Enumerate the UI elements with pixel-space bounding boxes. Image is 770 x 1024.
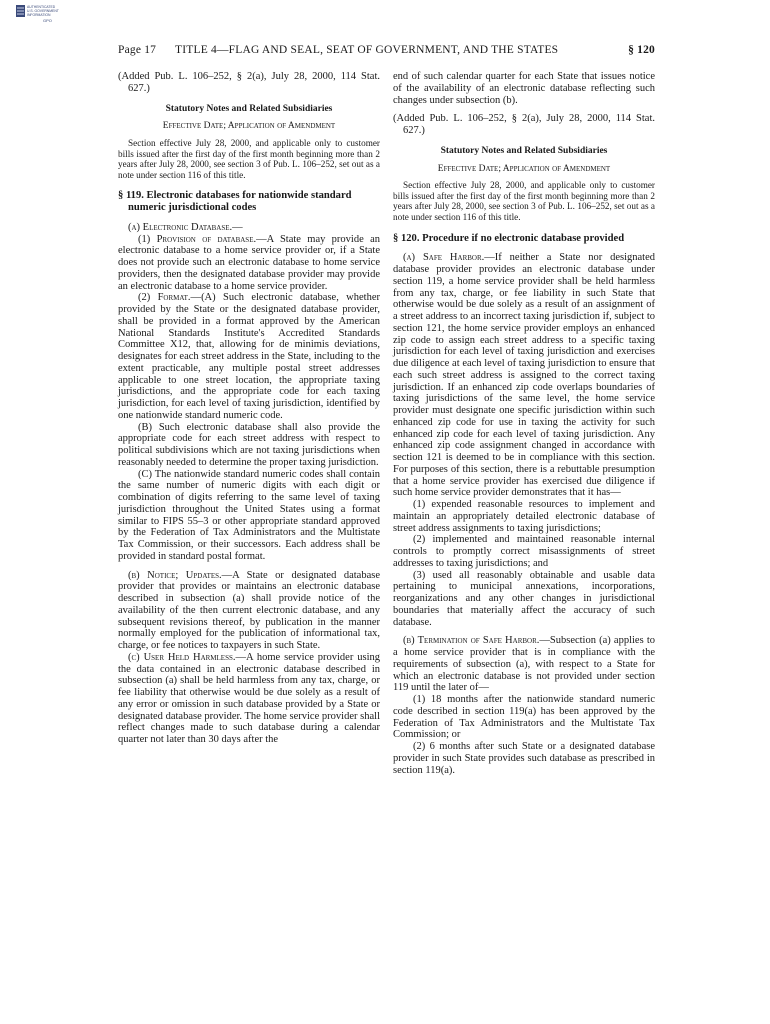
paragraph-2: (2) 6 months after such State or a designated database provider in such State provides such database as prescribed in section 119(a).: [393, 741, 655, 776]
paragraph-2b: (B) Such electronic database shall also provide the appropriate code for each street address with respect to political subdivisions which are not taxing jurisdictions when reasonably needed to determine the proper taxing jurisdiction.: [118, 421, 380, 468]
subsection-text: A home service provider using the data contained in an electronic database described in subsection (a) shall be held harmless from any tax, charge, or fee liability that otherwise would be due solely as a result of any error or omission in such database provided by a State or designated database provider. The home service provider shall reflect changes made to such database during a calendar quarter not later than 30 days after the: [118, 651, 380, 746]
eagle-seal-icon: [15, 3, 59, 33]
subsection-label: (a) Electronic Database.—: [128, 221, 243, 233]
paragraph-text: A State may provide an electronic database to a home service provider or, if a State does not provide such an electronic database to home service providers, then the designated database provider may provide an electronic database to a home service provider.: [118, 233, 381, 292]
notes-heading: Statutory Notes and Related Subsidiaries: [165, 103, 333, 114]
subsection-label: (b) Notice; Updates.—: [128, 569, 233, 581]
notes-heading: Statutory Notes and Related Subsidiaries: [440, 145, 608, 156]
section-number: § 120: [628, 44, 655, 56]
note-subheading: Effective Date; Application of Amendment: [437, 163, 611, 174]
subsection-b: [118, 570, 380, 652]
gpo-authenticated-logo: [15, 3, 59, 33]
subsection-label: (c) User Held Harmless.—: [128, 651, 246, 663]
paragraph-text: (A) Such electronic database, whether provided by the State or the designated database provider, shall be provided in a format approved by the American National Standards Institute's Accredited Standards Committee X12, that, allowing for de minimis deviations, designates for each street address in the State, including to the extent practicable, any multiple postal street addresses applicable to one street location, the appropriate taxing jurisdictions, and the appropriate code for each taxing jurisdiction, for each level of taxing jurisdiction, identified by one nationwide standard numeric code.: [118, 292, 380, 421]
note-text: Section effective July 28, 2000, and applicable only to customer bills issued after the first day of the first month beginning more than 2 years after July 28, 2000, see section 3 of Pub. L. 106–252, set out as a note under section 116 of this title.: [118, 138, 380, 180]
subsection-b: [393, 635, 655, 694]
page-number: Page 17: [118, 44, 157, 56]
subsection-a-heading: [118, 222, 380, 234]
section-120-heading: § 120. Procedure if no electronic database provided: [393, 232, 625, 244]
subsection-c: [118, 652, 380, 746]
paragraph-2: (2) implemented and maintained reasonable internal controls to promptly correct misassignments of street addresses to taxing jurisdictions; and: [393, 534, 655, 569]
paragraph-3: (3) used all reasonably obtainable and usable data pertaining to municipal annexations, incorporations, reorganizations and any other changes in jurisdictional boundaries that materially affect the accuracy of such database.: [393, 569, 655, 628]
note-subheading: Effective Date; Application of Amendment: [162, 121, 336, 132]
subsection-text: A State or designated database provider that provides or maintains an electronic database described in subsection (a) shall provide notice of the availability of the then current electronic database, and any subsequent revisions thereof, by publication in the manner normally employed for the publication of informational tax, charge, or fee notices to taxpayers in such State.: [118, 569, 380, 652]
right-column: [393, 71, 655, 776]
subsection-a: [393, 252, 655, 499]
title-heading: TITLE 4—FLAG AND SEAL, SEAT OF GOVERNMENT, AND THE STATES: [175, 44, 559, 56]
subsection-text: If neither a State nor designated database provider provides an electronic database under section 119, a home service provider shall be held harmless from any tax, charge, or fee liability in such State that otherwise would be due solely as a result of an assignment of a street address to an incorrect taxing jurisdiction if, subject to section 121, the home service provider employs an enhanced zip code to assign each street address to a specific taxing jurisdiction for each level of taxing jurisdiction and exercises due diligence at each level of taxing jurisdiction to ensure that each such street address is assigned to the correct taxing jurisdiction. If an enhanced zip code overlaps boundaries of taxing jurisdictions of the same level, the home service provider must designate one specific jurisdiction within such enhanced zip code for use in taxing the activity for such enhanced zip code for each level of taxing jurisdiction. Any enhanced zip code assignment changed in accordance with section 121 is deemed to be in compliance with this section. For purposes of this section, there is a rebuttable presumption that a home service provider has exercised due diligence if such home service provider demonstrates that it has—: [393, 252, 656, 499]
note-text: Section effective July 28, 2000, and applicable only to customer bills issued after the first day of the first month beginning more than 2 years after July 28, 2000, see section 3 of Pub. L. 106–252, set out as a note under section 116 of this title.: [393, 180, 655, 223]
logo-line-3: INFORMATION: [27, 13, 51, 17]
paragraph-label: (1) Provision of database.—: [138, 233, 267, 245]
left-column: [118, 71, 380, 746]
paragraph-2c: (C) The nationwide standard numeric codes shall contain the same number of numeric digits with each digit or combination of digits referring to the same level of taxing jurisdiction throughout the United States using a format similar to FIPS 55–3 or other appropriate standard approved by the Federation of Tax Administrators and the Multistate Tax Commission, or their successors. Each address shall be provided in standard postal format.: [118, 468, 380, 562]
paragraph-label: (2) Format.—: [138, 292, 202, 304]
logo-line-2: U.S. GOVERNMENT: [27, 9, 59, 13]
continued-text: end of such calendar quarter for each State that issues notice of the availability of an electronic database reflecting such changes under subsection (b).: [393, 71, 655, 106]
source-credit: (Added Pub. L. 106–252, § 2(a), July 28, 2000, 114 Stat. 627.): [118, 71, 380, 94]
subsection-text: Subsection (a) applies to a home service provider that is in compliance with the requirements of subsection (a), with respect to a State for which an electronic database is not provided under section 119 until the later of—: [393, 635, 655, 694]
paragraph-1: (1) expended reasonable resources to implement and maintain an appropriately detailed electronic database of street address assignments to taxing jurisdictions;: [393, 499, 655, 534]
subsection-label: (a) Safe Harbor.—: [403, 252, 495, 264]
section-119-heading: § 119. Electronic databases for nationwide standard numeric jurisdictional codes: [118, 190, 352, 214]
logo-line-1: AUTHENTICATED: [27, 5, 56, 9]
paragraph-2: [118, 292, 380, 421]
running-header: [118, 44, 655, 60]
source-credit: (Added Pub. L. 106–252, § 2(a), July 28, 2000, 114 Stat. 627.): [393, 113, 655, 136]
subsection-label: (b) Termination of Safe Harbor.—: [403, 635, 550, 647]
paragraph-1: [118, 234, 380, 293]
logo-line-4: GPO: [43, 18, 52, 23]
paragraph-1: (1) 18 months after the nationwide standard numeric code described in section 119(a) has been approved by the Federation of Tax Administrators and the Multistate Tax Commission; or: [393, 694, 655, 741]
